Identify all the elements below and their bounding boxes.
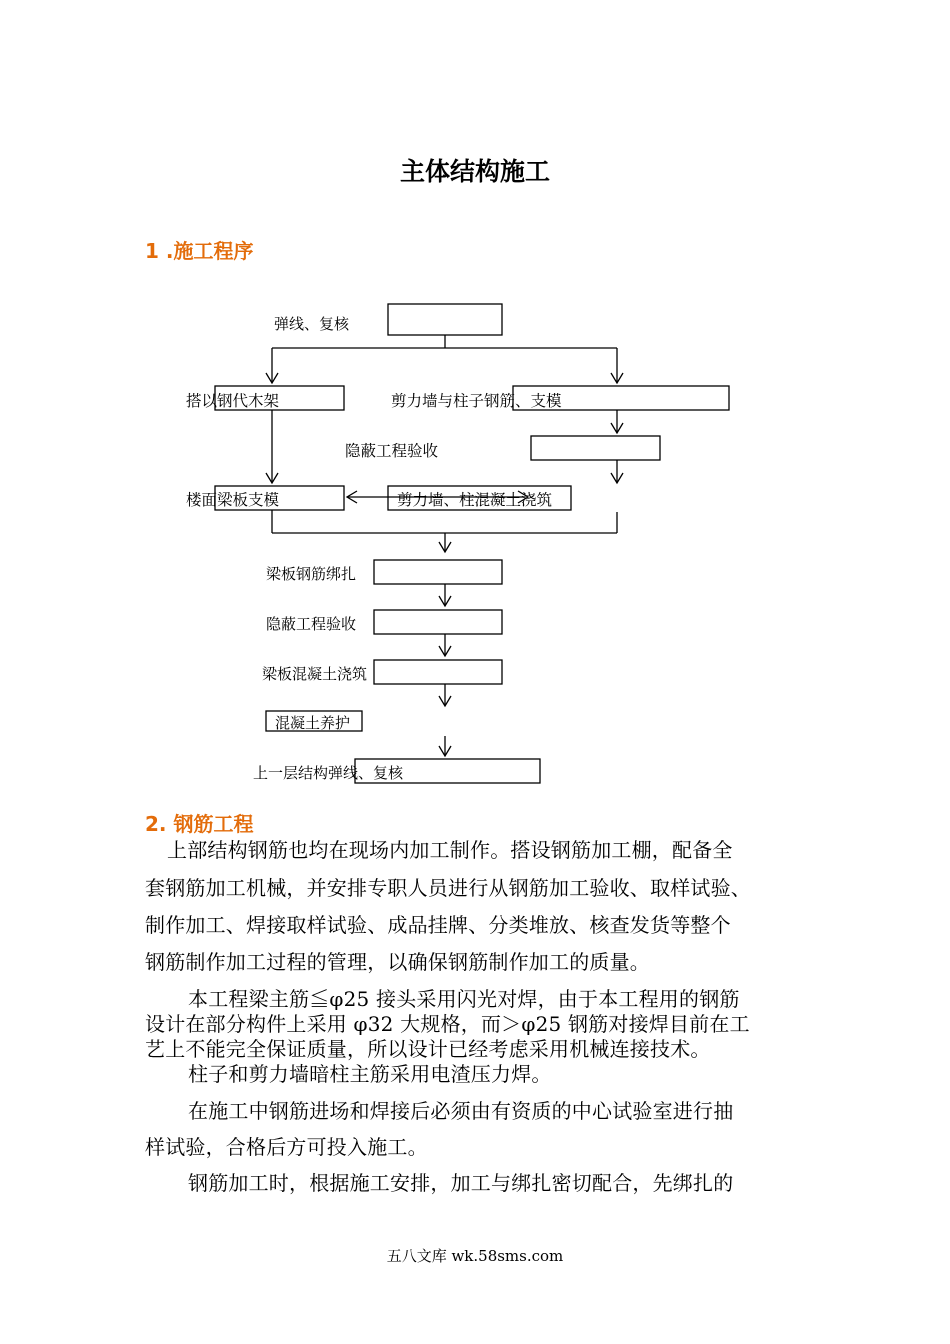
body-line: 设计在部分构件上采用 φ32 大规格，而＞φ25 钢筋对接焊目前在工 <box>145 1012 750 1036</box>
flow-label-floor-formwork: 楼面梁板支模 <box>186 491 280 509</box>
body-line: 在施工中钢筋进场和焊接后必须由有资质的中心试验室进行抽 <box>188 1099 734 1123</box>
box-hidden-inspection-1 <box>531 436 660 460</box>
body-line: 艺上不能完全保证质量，所以设计已经考虑采用机械连接技术。 <box>145 1037 711 1061</box>
section-heading-rebar-works: 2. 钢筋工程 <box>145 812 254 836</box>
flow-label-steel-frame: 搭以钢代木架 <box>186 392 280 410</box>
flow-label-beam-concrete: 梁板混凝土浇筑 <box>262 665 368 683</box>
flow-label-hidden-inspection-2: 隐蔽工程验收 <box>266 615 357 633</box>
body-line: 样试验，合格后方可投入施工。 <box>145 1135 428 1159</box>
body-line: 柱子和剪力墙暗柱主筋采用电渣压力焊。 <box>188 1062 552 1086</box>
flow-label-shearwall-concrete: 剪力墙、柱混凝土浇筑 <box>397 491 553 509</box>
box-beam-concrete <box>374 660 502 684</box>
box-beam-rebar <box>374 560 502 584</box>
page-footer: 五八文库 wk.58sms.com <box>386 1247 564 1265</box>
flow-label-layout-check: 弹线、复核 <box>274 315 350 333</box>
body-line: 钢筋制作加工过程的管理，以确保钢筋制作加工的质量。 <box>145 950 650 974</box>
body-line: 钢筋加工时，根据施工安排，加工与绑扎密切配合，先绑扎的 <box>188 1171 734 1195</box>
flow-label-next-floor: 上一层结构弹线、复核 <box>253 764 404 782</box>
body-line: 制作加工、焊接取样试验、成品挂牌、分类堆放、核查发货等整个 <box>145 913 731 937</box>
flow-label-beam-rebar: 梁板钢筋绑扎 <box>266 565 357 583</box>
flow-label-hidden-inspection-1: 隐蔽工程验收 <box>345 442 439 460</box>
page-title: 主体结构施工 <box>399 157 550 186</box>
flow-label-curing: 混凝土养护 <box>275 714 351 732</box>
flow-label-shearwall-rebar: 剪力墙与柱子钢筋、支模 <box>391 392 562 410</box>
section-heading-construction-procedure: 1 .施工程序 <box>145 239 254 263</box>
body-line: 上部结构钢筋也均在现场内加工制作。搭设钢筋加工棚，配备全 <box>167 838 733 862</box>
body-line: 本工程梁主筋≦φ25 接头采用闪光对焊，由于本工程用的钢筋 <box>188 987 740 1011</box>
box-hidden-inspection-2 <box>374 610 502 634</box>
body-line: 套钢筋加工机械，并安排专职人员进行从钢筋加工验收、取样试验、 <box>145 876 751 900</box>
box-layout-check <box>388 304 502 335</box>
